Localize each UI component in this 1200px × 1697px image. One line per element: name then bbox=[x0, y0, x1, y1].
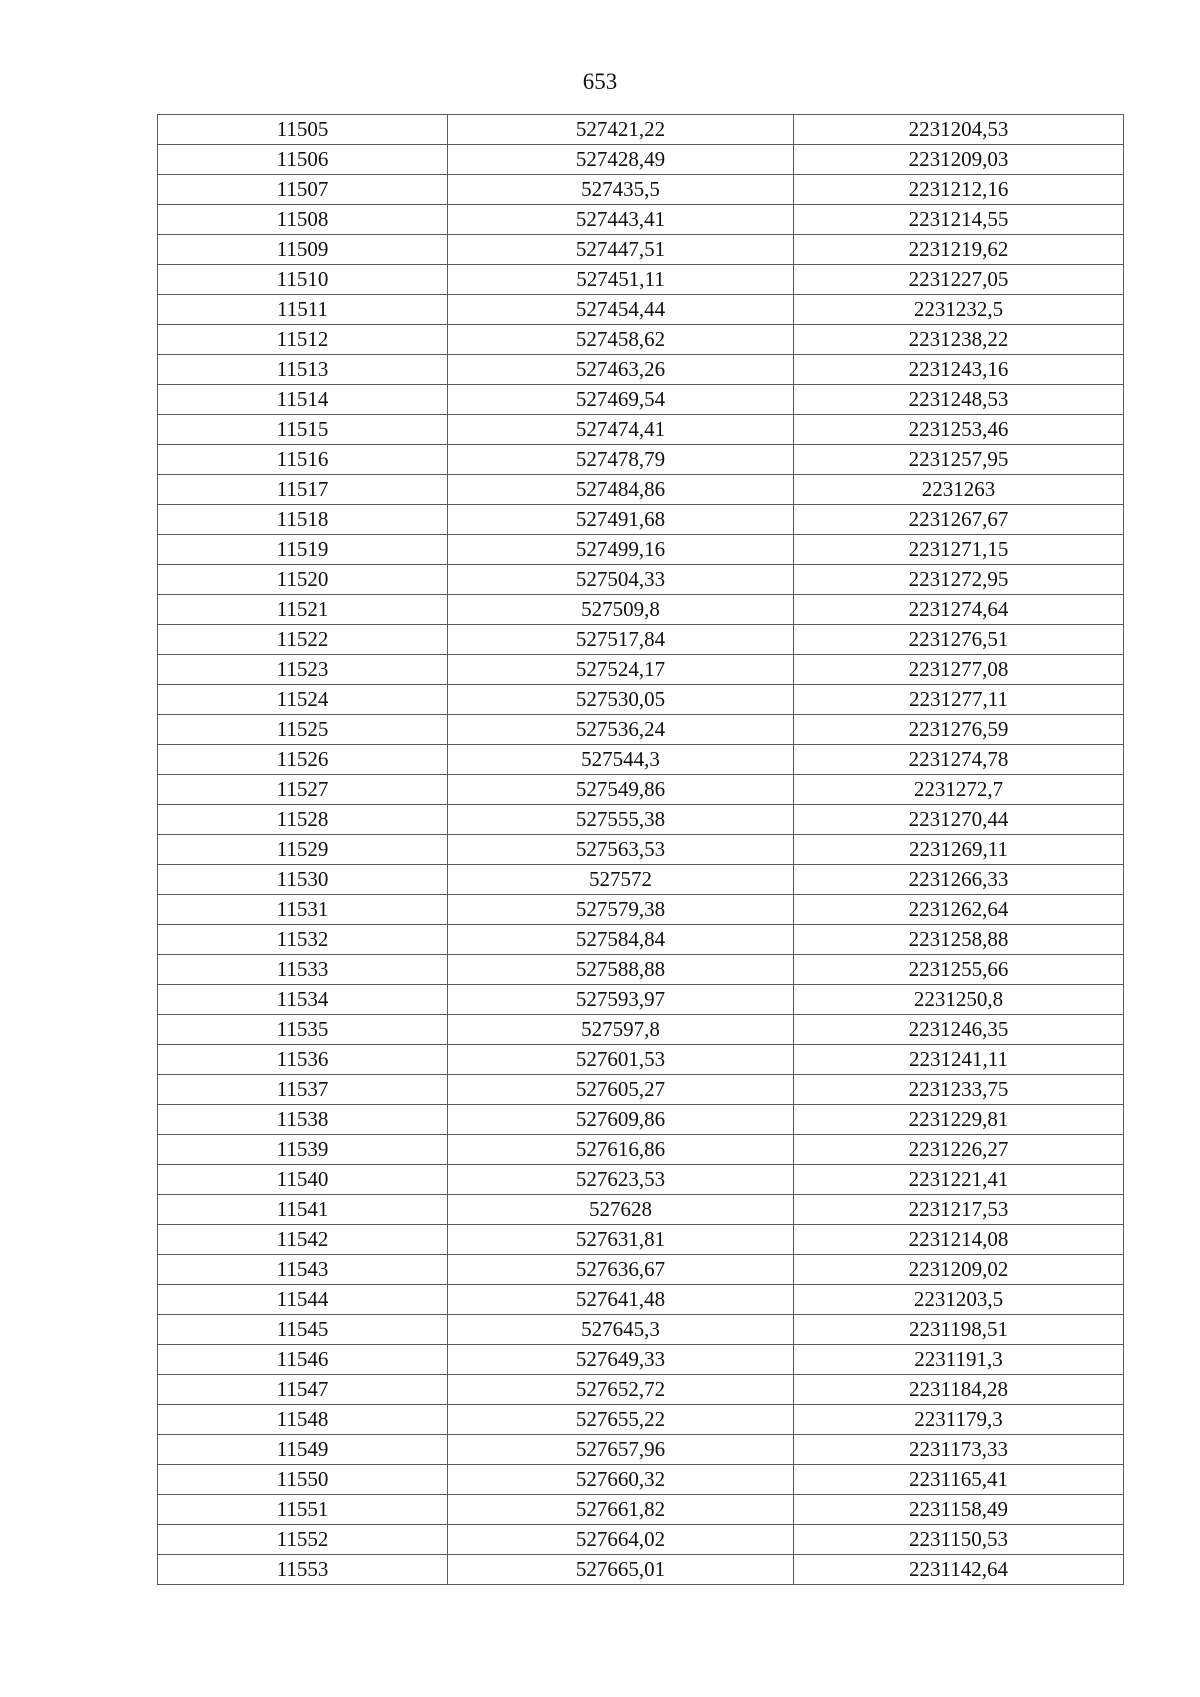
y-coordinate-cell: 2231226,27 bbox=[794, 1135, 1124, 1165]
x-coordinate-cell: 527652,72 bbox=[448, 1375, 794, 1405]
x-coordinate-cell: 527530,05 bbox=[448, 685, 794, 715]
x-coordinate-cell: 527458,62 bbox=[448, 325, 794, 355]
point-number-cell: 11526 bbox=[158, 745, 448, 775]
point-number-cell: 11535 bbox=[158, 1015, 448, 1045]
point-number-cell: 11518 bbox=[158, 505, 448, 535]
point-number-cell: 11539 bbox=[158, 1135, 448, 1165]
coordinates-table-body bbox=[158, 115, 1124, 1585]
x-coordinate-cell: 527579,38 bbox=[448, 895, 794, 925]
point-number-cell: 11521 bbox=[158, 595, 448, 625]
x-coordinate-cell: 527443,41 bbox=[448, 205, 794, 235]
y-coordinate-cell: 2231253,46 bbox=[794, 415, 1124, 445]
point-number-cell: 11507 bbox=[158, 175, 448, 205]
y-coordinate-cell: 2231257,95 bbox=[794, 445, 1124, 475]
y-coordinate-cell: 2231255,66 bbox=[794, 955, 1124, 985]
table-row bbox=[158, 685, 1124, 715]
x-coordinate-cell: 527664,02 bbox=[448, 1525, 794, 1555]
table-row bbox=[158, 355, 1124, 385]
table-row bbox=[158, 715, 1124, 745]
y-coordinate-cell: 2231150,53 bbox=[794, 1525, 1124, 1555]
table-row bbox=[158, 895, 1124, 925]
table-row bbox=[158, 1345, 1124, 1375]
table-row bbox=[158, 1315, 1124, 1345]
table-row bbox=[158, 565, 1124, 595]
x-coordinate-cell: 527454,44 bbox=[448, 295, 794, 325]
point-number-cell: 11520 bbox=[158, 565, 448, 595]
table-row bbox=[158, 1015, 1124, 1045]
y-coordinate-cell: 2231271,15 bbox=[794, 535, 1124, 565]
table-row bbox=[158, 1225, 1124, 1255]
y-coordinate-cell: 2231214,55 bbox=[794, 205, 1124, 235]
table-row bbox=[158, 925, 1124, 955]
point-number-cell: 11509 bbox=[158, 235, 448, 265]
coordinates-table bbox=[157, 114, 1124, 1585]
y-coordinate-cell: 2231272,7 bbox=[794, 775, 1124, 805]
x-coordinate-cell: 527491,68 bbox=[448, 505, 794, 535]
point-number-cell: 11543 bbox=[158, 1255, 448, 1285]
table-row bbox=[158, 835, 1124, 865]
table-row bbox=[158, 145, 1124, 175]
table-row bbox=[158, 625, 1124, 655]
table-row bbox=[158, 1405, 1124, 1435]
table-row bbox=[158, 595, 1124, 625]
y-coordinate-cell: 2231233,75 bbox=[794, 1075, 1124, 1105]
point-number-cell: 11531 bbox=[158, 895, 448, 925]
y-coordinate-cell: 2231272,95 bbox=[794, 565, 1124, 595]
point-number-cell: 11513 bbox=[158, 355, 448, 385]
x-coordinate-cell: 527451,11 bbox=[448, 265, 794, 295]
x-coordinate-cell: 527657,96 bbox=[448, 1435, 794, 1465]
table-row bbox=[158, 1465, 1124, 1495]
y-coordinate-cell: 2231227,05 bbox=[794, 265, 1124, 295]
y-coordinate-cell: 2231217,53 bbox=[794, 1195, 1124, 1225]
table-row bbox=[158, 505, 1124, 535]
table-row bbox=[158, 295, 1124, 325]
point-number-cell: 11525 bbox=[158, 715, 448, 745]
y-coordinate-cell: 2231238,22 bbox=[794, 325, 1124, 355]
y-coordinate-cell: 2231209,03 bbox=[794, 145, 1124, 175]
point-number-cell: 11538 bbox=[158, 1105, 448, 1135]
x-coordinate-cell: 527469,54 bbox=[448, 385, 794, 415]
table-row bbox=[158, 205, 1124, 235]
point-number-cell: 11544 bbox=[158, 1285, 448, 1315]
table-row bbox=[158, 445, 1124, 475]
table-row bbox=[158, 745, 1124, 775]
point-number-cell: 11516 bbox=[158, 445, 448, 475]
table-row bbox=[158, 1435, 1124, 1465]
y-coordinate-cell: 2231229,81 bbox=[794, 1105, 1124, 1135]
point-number-cell: 11551 bbox=[158, 1495, 448, 1525]
table-row bbox=[158, 1045, 1124, 1075]
point-number-cell: 11508 bbox=[158, 205, 448, 235]
y-coordinate-cell: 2231158,49 bbox=[794, 1495, 1124, 1525]
x-coordinate-cell: 527584,84 bbox=[448, 925, 794, 955]
x-coordinate-cell: 527655,22 bbox=[448, 1405, 794, 1435]
point-number-cell: 11523 bbox=[158, 655, 448, 685]
point-number-cell: 11517 bbox=[158, 475, 448, 505]
table-row bbox=[158, 265, 1124, 295]
y-coordinate-cell: 2231243,16 bbox=[794, 355, 1124, 385]
point-number-cell: 11549 bbox=[158, 1435, 448, 1465]
y-coordinate-cell: 2231142,64 bbox=[794, 1555, 1124, 1585]
x-coordinate-cell: 527517,84 bbox=[448, 625, 794, 655]
x-coordinate-cell: 527649,33 bbox=[448, 1345, 794, 1375]
table-row bbox=[158, 115, 1124, 145]
y-coordinate-cell: 2231277,08 bbox=[794, 655, 1124, 685]
table-row bbox=[158, 1555, 1124, 1585]
y-coordinate-cell: 2231212,16 bbox=[794, 175, 1124, 205]
point-number-cell: 11524 bbox=[158, 685, 448, 715]
y-coordinate-cell: 2231262,64 bbox=[794, 895, 1124, 925]
x-coordinate-cell: 527435,5 bbox=[448, 175, 794, 205]
x-coordinate-cell: 527536,24 bbox=[448, 715, 794, 745]
x-coordinate-cell: 527660,32 bbox=[448, 1465, 794, 1495]
y-coordinate-cell: 2231263 bbox=[794, 475, 1124, 505]
y-coordinate-cell: 2231258,88 bbox=[794, 925, 1124, 955]
page-number: 653 bbox=[582, 69, 618, 94]
y-coordinate-cell: 2231246,35 bbox=[794, 1015, 1124, 1045]
table-row bbox=[158, 1135, 1124, 1165]
y-coordinate-cell: 2231209,02 bbox=[794, 1255, 1124, 1285]
point-number-cell: 11510 bbox=[158, 265, 448, 295]
y-coordinate-cell: 2231203,5 bbox=[794, 1285, 1124, 1315]
point-number-cell: 11550 bbox=[158, 1465, 448, 1495]
y-coordinate-cell: 2231214,08 bbox=[794, 1225, 1124, 1255]
x-coordinate-cell: 527588,88 bbox=[448, 955, 794, 985]
table-row bbox=[158, 955, 1124, 985]
y-coordinate-cell: 2231184,28 bbox=[794, 1375, 1124, 1405]
x-coordinate-cell: 527421,22 bbox=[448, 115, 794, 145]
point-number-cell: 11522 bbox=[158, 625, 448, 655]
x-coordinate-cell: 527623,53 bbox=[448, 1165, 794, 1195]
y-coordinate-cell: 2231241,11 bbox=[794, 1045, 1124, 1075]
point-number-cell: 11541 bbox=[158, 1195, 448, 1225]
point-number-cell: 11532 bbox=[158, 925, 448, 955]
table-row bbox=[158, 805, 1124, 835]
point-number-cell: 11506 bbox=[158, 145, 448, 175]
x-coordinate-cell: 527641,48 bbox=[448, 1285, 794, 1315]
y-coordinate-cell: 2231269,11 bbox=[794, 835, 1124, 865]
y-coordinate-cell: 2231274,64 bbox=[794, 595, 1124, 625]
y-coordinate-cell: 2231191,3 bbox=[794, 1345, 1124, 1375]
x-coordinate-cell: 527616,86 bbox=[448, 1135, 794, 1165]
y-coordinate-cell: 2231267,67 bbox=[794, 505, 1124, 535]
y-coordinate-cell: 2231270,44 bbox=[794, 805, 1124, 835]
table-row bbox=[158, 1375, 1124, 1405]
point-number-cell: 11529 bbox=[158, 835, 448, 865]
x-coordinate-cell: 527631,81 bbox=[448, 1225, 794, 1255]
point-number-cell: 11552 bbox=[158, 1525, 448, 1555]
x-coordinate-cell: 527609,86 bbox=[448, 1105, 794, 1135]
x-coordinate-cell: 527645,3 bbox=[448, 1315, 794, 1345]
table-row bbox=[158, 325, 1124, 355]
x-coordinate-cell: 527563,53 bbox=[448, 835, 794, 865]
x-coordinate-cell: 527504,33 bbox=[448, 565, 794, 595]
x-coordinate-cell: 527544,3 bbox=[448, 745, 794, 775]
table-row bbox=[158, 1105, 1124, 1135]
table-row bbox=[158, 985, 1124, 1015]
table-row bbox=[158, 1255, 1124, 1285]
point-number-cell: 11540 bbox=[158, 1165, 448, 1195]
table-row bbox=[158, 1495, 1124, 1525]
y-coordinate-cell: 2231165,41 bbox=[794, 1465, 1124, 1495]
point-number-cell: 11547 bbox=[158, 1375, 448, 1405]
point-number-cell: 11548 bbox=[158, 1405, 448, 1435]
point-number-cell: 11527 bbox=[158, 775, 448, 805]
x-coordinate-cell: 527597,8 bbox=[448, 1015, 794, 1045]
table-row bbox=[158, 415, 1124, 445]
point-number-cell: 11553 bbox=[158, 1555, 448, 1585]
point-number-cell: 11533 bbox=[158, 955, 448, 985]
table-row bbox=[158, 1285, 1124, 1315]
table-row bbox=[158, 1165, 1124, 1195]
x-coordinate-cell: 527549,86 bbox=[448, 775, 794, 805]
y-coordinate-cell: 2231221,41 bbox=[794, 1165, 1124, 1195]
y-coordinate-cell: 2231277,11 bbox=[794, 685, 1124, 715]
point-number-cell: 11530 bbox=[158, 865, 448, 895]
point-number-cell: 11546 bbox=[158, 1345, 448, 1375]
point-number-cell: 11528 bbox=[158, 805, 448, 835]
point-number-cell: 11534 bbox=[158, 985, 448, 1015]
table-row bbox=[158, 235, 1124, 265]
table-row bbox=[158, 775, 1124, 805]
x-coordinate-cell: 527628 bbox=[448, 1195, 794, 1225]
x-coordinate-cell: 527665,01 bbox=[448, 1555, 794, 1585]
x-coordinate-cell: 527509,8 bbox=[448, 595, 794, 625]
y-coordinate-cell: 2231274,78 bbox=[794, 745, 1124, 775]
table-row bbox=[158, 1525, 1124, 1555]
y-coordinate-cell: 2231179,3 bbox=[794, 1405, 1124, 1435]
point-number-cell: 11545 bbox=[158, 1315, 448, 1345]
point-number-cell: 11537 bbox=[158, 1075, 448, 1105]
table-row bbox=[158, 385, 1124, 415]
y-coordinate-cell: 2231276,51 bbox=[794, 625, 1124, 655]
x-coordinate-cell: 527428,49 bbox=[448, 145, 794, 175]
x-coordinate-cell: 527447,51 bbox=[448, 235, 794, 265]
point-number-cell: 11515 bbox=[158, 415, 448, 445]
point-number-cell: 11519 bbox=[158, 535, 448, 565]
x-coordinate-cell: 527484,86 bbox=[448, 475, 794, 505]
table-row bbox=[158, 1195, 1124, 1225]
table-row bbox=[158, 535, 1124, 565]
y-coordinate-cell: 2231198,51 bbox=[794, 1315, 1124, 1345]
point-number-cell: 11512 bbox=[158, 325, 448, 355]
x-coordinate-cell: 527572 bbox=[448, 865, 794, 895]
x-coordinate-cell: 527524,17 bbox=[448, 655, 794, 685]
y-coordinate-cell: 2231173,33 bbox=[794, 1435, 1124, 1465]
y-coordinate-cell: 2231219,62 bbox=[794, 235, 1124, 265]
x-coordinate-cell: 527636,67 bbox=[448, 1255, 794, 1285]
point-number-cell: 11536 bbox=[158, 1045, 448, 1075]
point-number-cell: 11511 bbox=[158, 295, 448, 325]
y-coordinate-cell: 2231204,53 bbox=[794, 115, 1124, 145]
x-coordinate-cell: 527661,82 bbox=[448, 1495, 794, 1525]
x-coordinate-cell: 527555,38 bbox=[448, 805, 794, 835]
y-coordinate-cell: 2231232,5 bbox=[794, 295, 1124, 325]
y-coordinate-cell: 2231248,53 bbox=[794, 385, 1124, 415]
x-coordinate-cell: 527474,41 bbox=[448, 415, 794, 445]
y-coordinate-cell: 2231276,59 bbox=[794, 715, 1124, 745]
x-coordinate-cell: 527478,79 bbox=[448, 445, 794, 475]
point-number-cell: 11542 bbox=[158, 1225, 448, 1255]
point-number-cell: 11505 bbox=[158, 115, 448, 145]
table-row bbox=[158, 865, 1124, 895]
x-coordinate-cell: 527605,27 bbox=[448, 1075, 794, 1105]
x-coordinate-cell: 527463,26 bbox=[448, 355, 794, 385]
table-row bbox=[158, 175, 1124, 205]
y-coordinate-cell: 2231266,33 bbox=[794, 865, 1124, 895]
x-coordinate-cell: 527593,97 bbox=[448, 985, 794, 1015]
point-number-cell: 11514 bbox=[158, 385, 448, 415]
table-row bbox=[158, 475, 1124, 505]
x-coordinate-cell: 527499,16 bbox=[448, 535, 794, 565]
table-row bbox=[158, 655, 1124, 685]
x-coordinate-cell: 527601,53 bbox=[448, 1045, 794, 1075]
y-coordinate-cell: 2231250,8 bbox=[794, 985, 1124, 1015]
table-row bbox=[158, 1075, 1124, 1105]
